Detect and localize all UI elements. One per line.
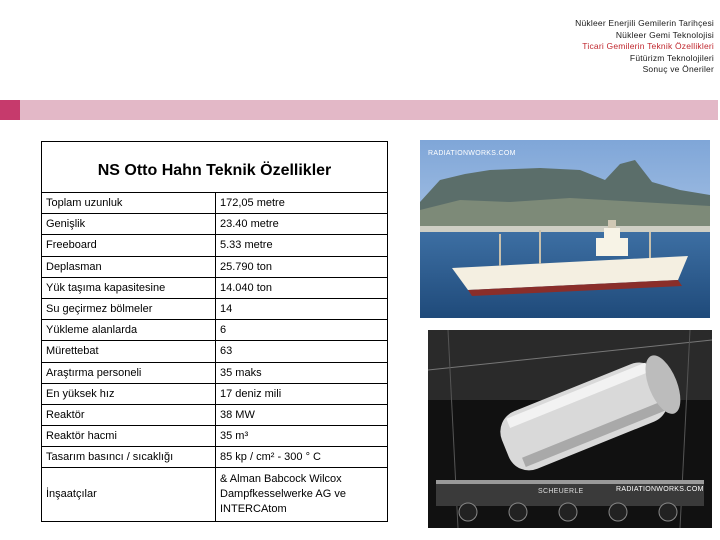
- spec-value: 35 m³: [216, 426, 388, 447]
- spec-row: [42, 298, 388, 319]
- nav-item-commercial-specs[interactable]: Ticari Gemilerin Teknik Özellikleri: [582, 41, 714, 51]
- accent-mark: [0, 100, 20, 120]
- spec-row: [42, 404, 388, 425]
- spec-label: Deplasman: [42, 256, 216, 277]
- spec-label: Genişlik: [42, 214, 216, 235]
- spec-label: Toplam uzunluk: [42, 193, 216, 214]
- spec-value: 38 MW: [216, 404, 388, 425]
- spec-value: 63: [216, 341, 388, 362]
- ship-photo: [420, 140, 710, 318]
- spec-panel: [41, 141, 388, 519]
- ship-illustration: [420, 140, 710, 318]
- spec-value: 6: [216, 320, 388, 341]
- spec-row: [42, 468, 388, 522]
- spec-row: [42, 341, 388, 362]
- spec-row: [42, 362, 388, 383]
- accent-bar: [0, 100, 718, 120]
- spec-row: [42, 383, 388, 404]
- reactor-trailer-text: SCHEUERLE: [538, 488, 584, 495]
- spec-label: Freeboard: [42, 235, 216, 256]
- spec-value: 85 kp / cm² - 300 ° C: [216, 447, 388, 468]
- spec-row: [42, 320, 388, 341]
- spec-value: 14.040 ton: [216, 277, 388, 298]
- spec-value: 172,05 metre: [216, 193, 388, 214]
- spec-label: Su geçirmez bölmeler: [42, 298, 216, 319]
- section-nav: [575, 18, 714, 76]
- spec-label: Araştırma personeli: [42, 362, 216, 383]
- spec-label: Yükleme alanlarda: [42, 320, 216, 341]
- spec-value: 5.33 metre: [216, 235, 388, 256]
- spec-label: Reaktör hacmi: [42, 426, 216, 447]
- spec-value: 23.40 metre: [216, 214, 388, 235]
- nav-item-technology[interactable]: Nükleer Gemi Teknolojisi: [615, 29, 714, 40]
- spec-row: [42, 256, 388, 277]
- spec-value: 17 deniz mili: [216, 383, 388, 404]
- spec-value: 25.790 ton: [216, 256, 388, 277]
- spec-row: [42, 214, 388, 235]
- spec-label: Reaktör: [42, 404, 216, 425]
- spec-value: & Alman Babcock Wilcox Dampfkesselwerke AG ve INTERCAtom: [216, 468, 388, 522]
- reactor-watermark: RADIATIONWORKS.COM: [616, 486, 704, 493]
- nav-item-history[interactable]: Nükleer Enerjili Gemilerin Tarihçesi: [575, 18, 714, 28]
- reactor-illustration: [428, 330, 712, 528]
- spec-label: Mürettebat: [42, 341, 216, 362]
- spec-row: [42, 426, 388, 447]
- spec-value: 14: [216, 298, 388, 319]
- spec-table: [41, 192, 388, 522]
- reactor-photo: [428, 330, 712, 528]
- spec-title: NS Otto Hahn Teknik Özellikler: [41, 141, 388, 192]
- ship-watermark: RADIATIONWORKS.COM: [428, 150, 516, 157]
- spec-row: [42, 277, 388, 298]
- spec-row: [42, 447, 388, 468]
- spec-label: En yüksek hız: [42, 383, 216, 404]
- spec-label: Yük taşıma kapasitesine: [42, 277, 216, 298]
- nav-item-conclusion[interactable]: Sonuç ve Öneriler: [642, 64, 714, 74]
- spec-value: 35 maks: [216, 362, 388, 383]
- spec-label: Tasarım basıncı / sıcaklığı: [42, 447, 216, 468]
- spec-label: İnşaatçılar: [42, 468, 216, 522]
- spec-row: [42, 193, 388, 214]
- spec-row: [42, 235, 388, 256]
- nav-item-futurism[interactable]: Fütürizm Teknolojileri: [629, 52, 714, 63]
